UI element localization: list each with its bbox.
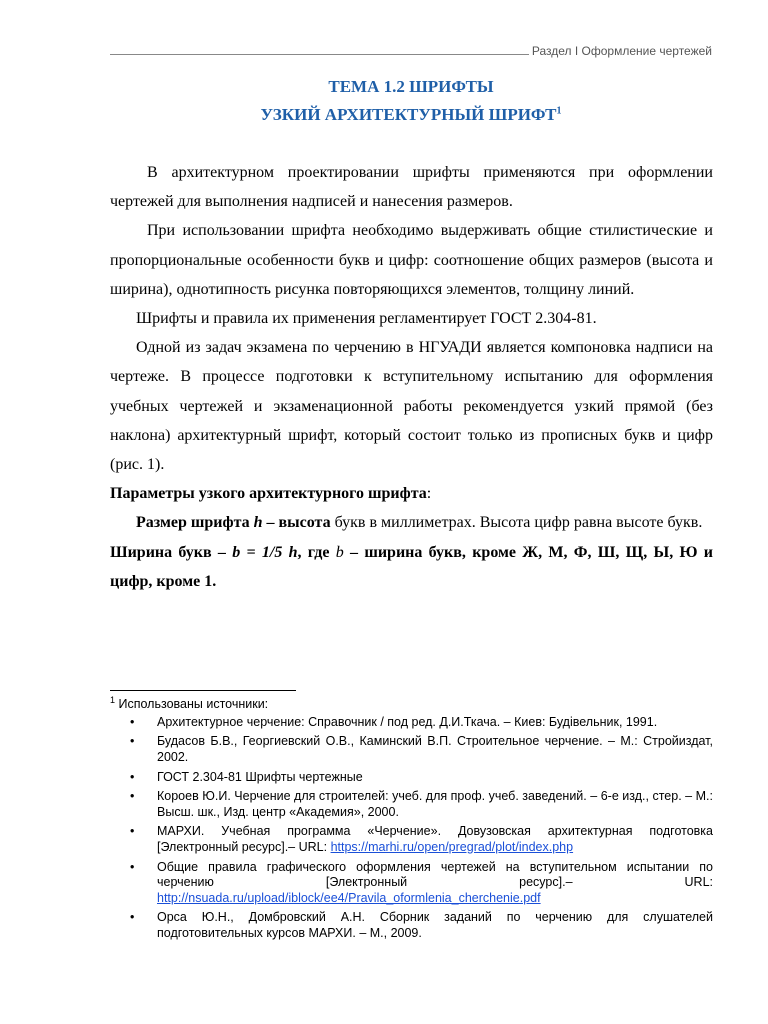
source-item — [110, 770, 713, 786]
bullet-icon: • — [130, 859, 135, 874]
paragraph-exam: Одной из задач экзамена по черчению в НГУАДИ является компоновка надписи на чертеже. В процессе подготовки к вступительному испытанию для оформления учебных чертежей и экзаменационной работы рекомендуется узкий прямой (без наклона) архитектурный шрифт, который состоит только из прописных букв и цифр (рис. 1). — [110, 339, 713, 474]
paragraph-gost: Шрифты и правила их применения регламентирует ГОСТ 2.304-81. — [136, 310, 597, 328]
size-var-h: h — [253, 514, 263, 532]
width-where: , где — [297, 543, 336, 561]
footnote-ref[interactable]: 1 — [556, 105, 562, 117]
params-heading: Параметры узкого архитектурного шрифта — [110, 485, 427, 503]
size-label: Размер шрифта — [136, 514, 254, 532]
footnote-separator — [110, 690, 296, 691]
paragraph-width — [110, 538, 713, 596]
topic-title: ТЕМА 1.2 ШРИФТЫ — [328, 77, 494, 96]
source-item — [110, 910, 713, 941]
bullet-icon: • — [130, 769, 135, 784]
bullet-icon: • — [130, 734, 135, 749]
bullet-icon: • — [130, 789, 135, 804]
paragraph-params-heading — [110, 479, 713, 508]
source-item — [110, 715, 713, 731]
sources-list — [110, 715, 713, 942]
bullet-icon: • — [130, 910, 135, 925]
source-item — [110, 860, 713, 907]
running-header — [110, 40, 712, 58]
source-item — [110, 824, 713, 855]
body-text — [110, 158, 713, 596]
topic-subtitle — [110, 105, 712, 125]
source-text: Общие правила графического оформления чертежей на вступительном испытании по черчению [Электронный ресурс].– URL: — [157, 859, 713, 890]
marhi-link[interactable]: https://marhi.ru/open/pregrad/plot/index.php — [330, 839, 574, 854]
header-section-title: Раздел I Оформление чертежей — [531, 44, 712, 58]
paragraph-intro: В архитектурном проектировании шрифты применяются при оформлении чертежей для выполнения надписей и нанесения размеров. — [110, 164, 713, 211]
source-item — [110, 734, 713, 765]
params-heading-colon: : — [426, 485, 432, 503]
footnotes — [110, 693, 713, 945]
width-var-b: b — [335, 543, 344, 561]
bullet-icon: • — [130, 824, 135, 839]
paragraph-usage: При использовании шрифта необходимо выдерживать общие стилистические и пропорциональные особенности букв и цифр: соотношение общих размеров (высота и ширина), однотипность рисунка повторяющихся элементов, толщину линий. — [110, 222, 713, 298]
width-description: – ширина букв, кроме Ж, М, Ф, Ш, Щ, Ы, Ю и цифр, кроме 1. — [110, 543, 714, 590]
header-rule — [110, 54, 529, 55]
bullet-icon: • — [130, 714, 135, 729]
paragraph-size — [110, 508, 713, 537]
source-text: Короев Ю.И. Черчение для строителей: учеб. для проф. учеб. заведений. – 6-е изд., стер. – М.: Высш. шк., Изд. центр «Академия», 2000. — [157, 789, 713, 819]
source-text: Архитектурное черчение: Справочник / под ред. Д.И.Ткача. – Киев: Будівельник, 1991. — [157, 714, 658, 729]
source-text: ГОСТ 2.304-81 Шрифты чертежные — [157, 769, 363, 784]
width-formula: b = 1/5 h — [232, 543, 298, 561]
source-text: МАРХИ. Учебная программа «Черчение». Довузовская архитектурная подготовка [Электронный ресурс].– URL: — [157, 824, 713, 854]
nsuada-link[interactable]: http://nsuada.ru/upload/iblock/ee4/Pravila_oformlenia_cherchenie.pdf — [157, 890, 541, 905]
footnote-heading-text: Использованы источники: — [115, 697, 269, 712]
source-text: Будасов Б.В., Георгиевский О.В., Каминский В.П. Строительное черчение. – М.: Стройиздат, 2002. — [157, 734, 713, 764]
subtitle-text: УЗКИЙ АРХИТЕКТУРНЫЙ ШРИФТ — [260, 105, 557, 124]
footnote-mark: 1 — [110, 695, 116, 705]
footnote-heading — [110, 693, 713, 713]
source-text: Орса Ю.Н., Домбровский А.Н. Сборник заданий по черчению для слушателей подготовительных курсов МАРХИ. – М., 2009. — [157, 910, 713, 940]
size-description: букв в миллиметрах. Высота цифр равна высоте букв. — [330, 514, 703, 532]
size-label-height: – высота — [262, 514, 331, 532]
width-label: Ширина букв – — [110, 543, 233, 561]
source-item — [110, 789, 713, 820]
